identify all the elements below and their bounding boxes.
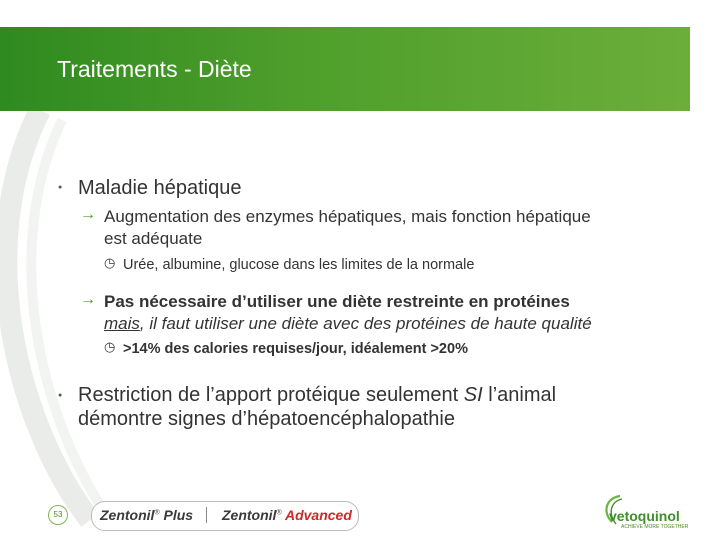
- right-arrow-icon: →: [80, 206, 96, 223]
- brand2-name: Zentonil: [222, 507, 277, 523]
- bullet-restriction-text: Restriction de l’apport protéique seulement: [78, 384, 464, 406]
- bullet-restriction-si: SI: [463, 384, 483, 406]
- registered-mark: ®: [154, 509, 160, 517]
- sub-bullet-2-line2: [104, 313, 592, 334]
- sub-bullet-1-line1: Augmentation des enzymes hépatiques, mais fonction hépatique: [104, 207, 591, 226]
- brand-separator: [206, 507, 207, 523]
- registered-mark: ®: [276, 509, 282, 517]
- slide-title: Traitements - Diète: [57, 56, 252, 82]
- brand-zentonil-plus: [100, 507, 193, 523]
- brand2-suffix: Advanced: [284, 507, 352, 523]
- brand1-suffix: Plus: [163, 507, 194, 523]
- bullet-restriction-line1: [78, 382, 556, 408]
- clock-icon: ◷: [104, 339, 116, 354]
- bullet-maladie-hepatique: Maladie hépatique: [78, 177, 242, 199]
- sub-bullet-1-detail: Urée, albumine, glucose dans les limites de la normale: [123, 257, 475, 273]
- bullet-dot-icon: ●: [58, 392, 63, 399]
- bullet-restriction-text-end: l’animal: [482, 384, 557, 406]
- brand1-name: Zentonil: [100, 507, 155, 523]
- page-number: 53: [48, 505, 68, 525]
- brand-zentonil-advanced: [222, 507, 352, 523]
- vetoquinol-tagline: ACHIEVE MORE TOGETHER: [621, 524, 689, 530]
- right-arrow-icon: →: [80, 291, 96, 308]
- sub-bullet-2-detail: >14% des calories requises/jour, idéalement >20%: [123, 341, 468, 357]
- clock-icon: ◷: [104, 255, 116, 270]
- sub-bullet-1-line2: est adéquate: [104, 229, 203, 248]
- sub-bullet-2-line1: Pas nécessaire d’utiliser une diète restreinte en protéines: [104, 292, 570, 311]
- sub-bullet-2-line2-rest: , il faut utiliser une diète avec des protéines de haute qualité: [139, 314, 592, 333]
- underlined-mais: mais: [104, 314, 140, 333]
- vetoquinol-logo-text: vetoquinol: [609, 508, 680, 524]
- bullet-dot-icon: ●: [58, 184, 63, 191]
- bullet-restriction-line2: démontre signes d’hépatoencéphalopathie: [78, 408, 455, 430]
